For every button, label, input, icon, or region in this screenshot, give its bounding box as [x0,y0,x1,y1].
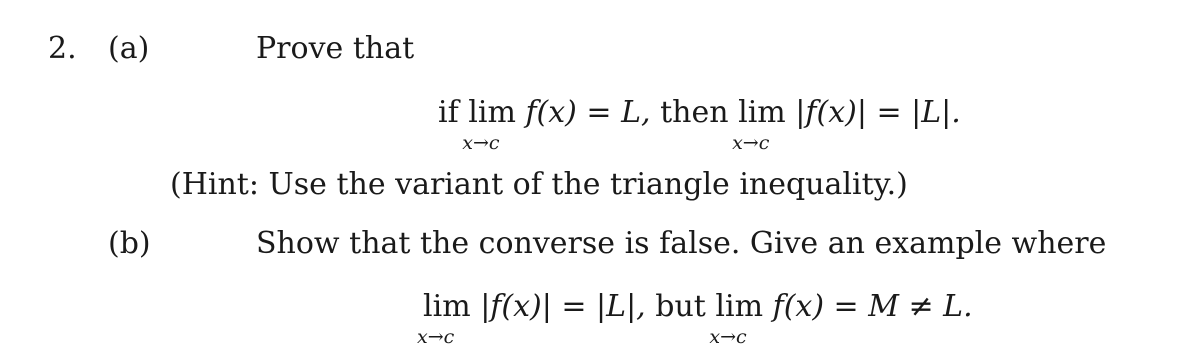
lim-text: lim [715,289,764,324]
math-expression: |f(x)| = |L|, [480,289,646,324]
limit-operator [462,95,516,154]
lim-text: lim [423,289,471,324]
lim-text: lim [468,95,516,130]
part-b-label: (b) [108,226,151,261]
part-b-text: Show that the converse is false. Give an example where [256,226,1107,261]
part-a-statement [438,95,961,154]
math-expression: f(x) = L, [525,95,651,130]
limit-operator [417,289,471,348]
hint-text: (Hint: Use the variant of the triangle inequality.) [170,167,908,202]
limit-operator [732,95,786,154]
part-a-label: (a) [108,31,150,66]
part-b-statement [417,289,973,348]
math-expression: |f(x)| = |L|. [795,95,961,130]
word-then: then [660,95,729,130]
word-but: but [655,289,706,324]
limit-subscript: x→c [417,326,455,348]
limit-operator [709,289,764,348]
limit-subscript: x→c [732,132,770,154]
limit-subscript: x→c [462,132,500,154]
limit-subscript: x→c [709,326,747,348]
lim-text: lim [738,95,786,130]
part-a-intro: Prove that [256,31,415,66]
problem-number: 2. [48,31,77,66]
word-if: if [438,95,459,130]
math-expression: f(x) = M ≠ L. [772,289,973,324]
